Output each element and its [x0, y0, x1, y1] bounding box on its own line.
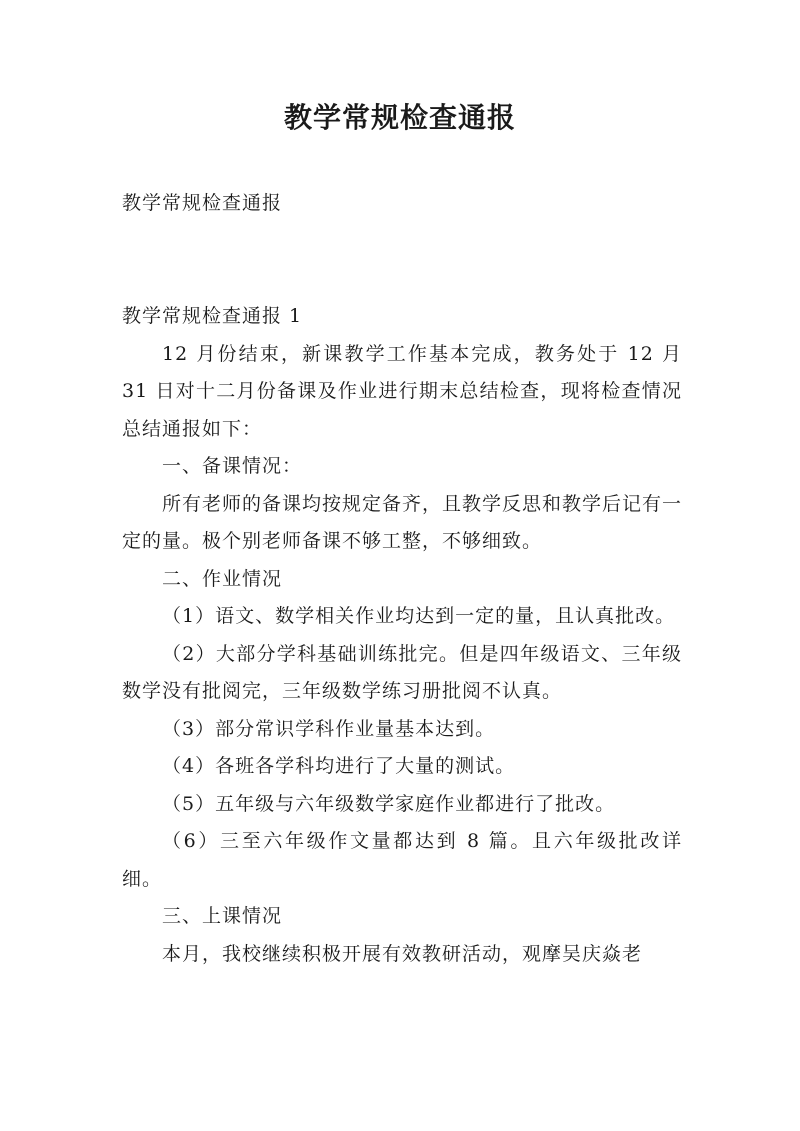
paragraph-classes: 本月，我校继续积极开展有效教研活动，观摩吴庆焱老: [162, 942, 643, 965]
heading-classes: 三、上课情况: [162, 905, 283, 927]
document-title: 教学常规检查通报: [283, 101, 516, 134]
document-body: [122, 298, 682, 973]
paragraph-homework-2: （2）大部分学科基础训练批完。但是四年级语文、三年级数学没有批阅完，三年级数学练习册批阅不认真。: [122, 642, 682, 702]
paragraph-homework-1: （1）语文、数学相关作业均达到一定的量，且认真批改。: [162, 605, 676, 627]
paragraph-homework-3: （3）部分常识学科作业量基本达到。: [162, 717, 496, 740]
paragraph-homework-6: （6）三至六年级作文量都达到 8 篇。且六年级批改详细。: [122, 830, 682, 890]
paragraph-intro: 12 月份结束，新课教学工作基本完成，教务处于 12 月 31 日对十二月份备课及作业进行期末总结检查，现将检查情况总结通报如下：: [122, 342, 682, 440]
paragraph-homework-4: （4）各班各学科均进行了大量的测试。: [162, 755, 516, 777]
section-heading: 教学常规检查通报 1: [122, 305, 303, 327]
paragraph-lesson-prep: 所有老师的备课均按规定备齐，且教学反思和教学后记有一定的量。极个别老师备课不够工整，不够细致。: [122, 492, 683, 552]
heading-lesson-prep: 一、备课情况：: [162, 455, 303, 477]
heading-homework: 二、作业情况: [162, 567, 283, 590]
paragraph-homework-5: （5）五年级与六年级数学家庭作业都进行了批改。: [162, 792, 616, 815]
document-subtitle: 教学常规检查通报: [122, 192, 283, 214]
